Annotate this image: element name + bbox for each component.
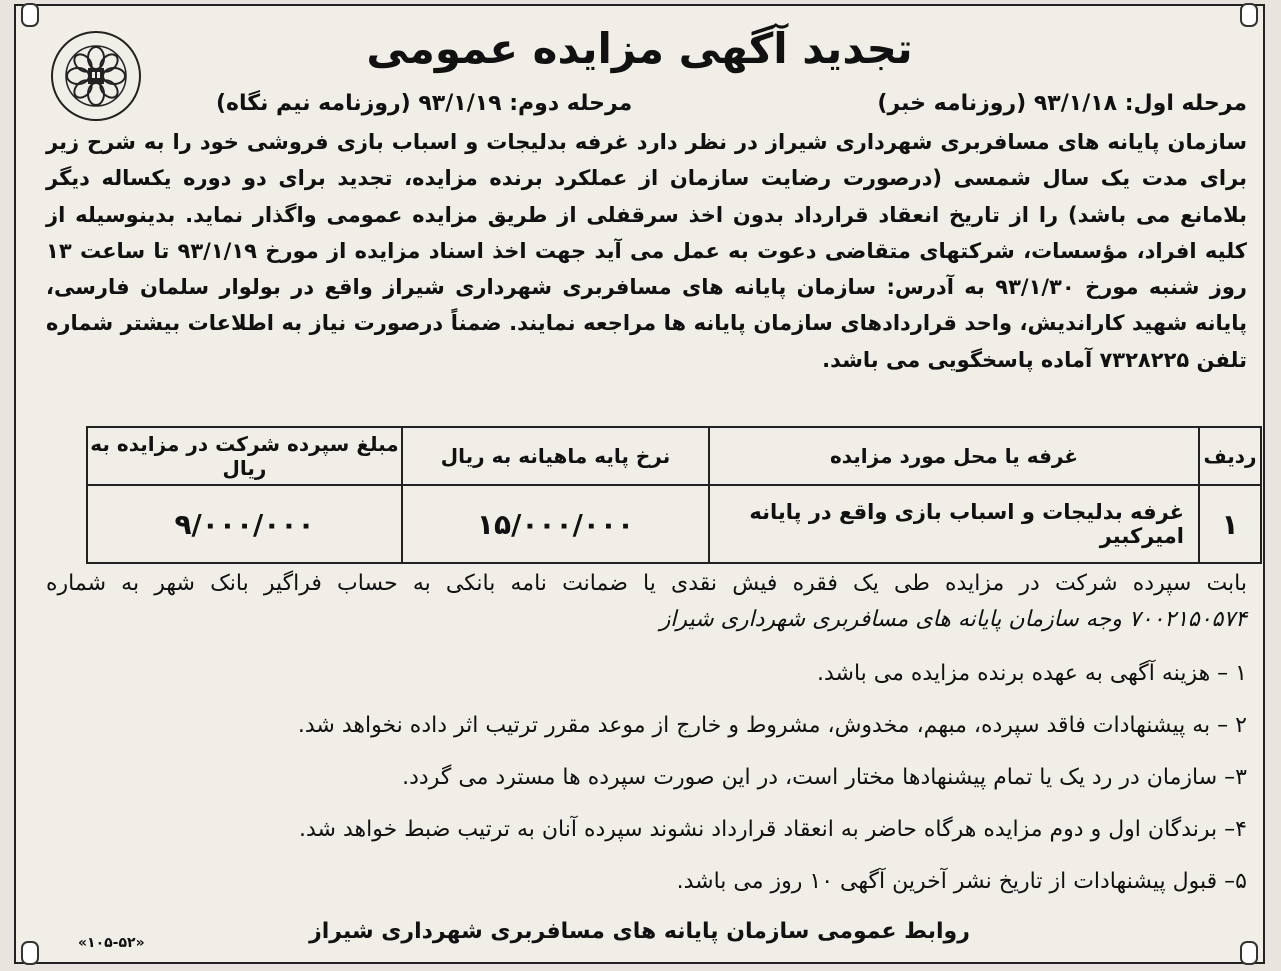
notice-frame bbox=[14, 4, 1265, 964]
second-stage: مرحله دوم: ۹۳/۱/۱۹ (روزنامه نیم نگاه) bbox=[216, 90, 633, 116]
header-deposit: مبلغ سپرده شرکت در مزایده به ریال bbox=[87, 427, 402, 485]
header-row-number: ردیف bbox=[1199, 427, 1261, 485]
deposit-note-line2: ۷۰۰۲۱۵۰۵۷۴ وجه سازمان پایانه های مسافربری شهرداری شیراز bbox=[659, 607, 1247, 632]
notice-body: سازمان پایانه های مسافربری شهرداری شیراز در نظر دارد غرفه بدلیجات و اسباب بازی فروشی خود را به شرح زیر برای مدت یک سال شمسی (درصورت رضایت سازمان از عملکرد برنده مزایده، تجدید برای دو دوره یکساله دیگر بلامانع می باشد) را از تاریخ انعقاد قرارداد بدون اخذ سرقفلی از طریق مزایده عمومی واگذار نماید. بدینوسیله از کلیه افراد، مؤسسات، شرکتهای متقاضی دعوت به عمل می آید جهت اخذ اسناد مزایده از مورخ ۹۳/۱/۱۹ تا ساعت ۱۳ روز شنبه مورخ ۹۳/۱/۳۰ به آدرس: سازمان پایانه های مسافربری شهرداری شیراز واقع در بولوار سلمان فارسی، پایانه شهید کاراندیش، واحد قراردادهای سازمان پایانه ها مراجعه نمایند. ضمناً درصورت نیاز به اطلاعات بیشتر شماره تلفن ۷۳۲۸۲۲۵ آماده پاسخگویی می باشد. bbox=[46, 130, 1247, 372]
notice-code: «۱۰۵-۵۲» bbox=[78, 935, 145, 951]
auction-table bbox=[86, 426, 1262, 564]
cell-location: غرفه بدلیجات و اسباب بازی واقع در پایانه امیرکبیر bbox=[709, 485, 1199, 563]
frame-corner-ornament bbox=[1240, 941, 1258, 965]
notice-title: تجدید آگهی مزایده عمومی bbox=[366, 24, 913, 73]
first-stage: مرحله اول: ۹۳/۱/۱۸ (روزنامه خبر) bbox=[877, 90, 1247, 116]
header-location: غرفه یا محل مورد مزایده bbox=[709, 427, 1199, 485]
cell-row-number: ۱ bbox=[1199, 485, 1261, 563]
table-row bbox=[87, 485, 1261, 563]
condition-item: ۵– قبول پیشنهادات از تاریخ نشر آخرین آگهی ۱۰ روز می باشد. bbox=[676, 869, 1247, 894]
frame-corner-ornament bbox=[21, 941, 39, 965]
condition-item: ۳– سازمان در رد یک یا تمام پیشنهادها مختار است، در این صورت سپرده ها مسترد می گردد. bbox=[402, 765, 1247, 790]
condition-item: ۴– برندگان اول و دوم مزایده هرگاه حاضر به انعقاد قرارداد نشوند سپرده آنان به ترتیب ضبط خواهد شد. bbox=[298, 817, 1247, 842]
cell-deposit: ۹/۰۰۰/۰۰۰ bbox=[87, 485, 402, 563]
header-monthly-rate: نرخ پایه ماهیانه به ریال bbox=[402, 427, 709, 485]
footer-signature: روابط عمومی سازمان پایانه های مسافربری شهرداری شیراز bbox=[309, 919, 970, 944]
deposit-note-line1: بابت سپرده شرکت در مزایده طی یک فقره فیش نقدی یا ضمانت نامه بانکی به حساب فراگیر بانک شهر به شماره bbox=[46, 571, 1247, 596]
publication-stages bbox=[216, 86, 1247, 120]
condition-item: ۲ – به پیشنهادات فاقد سپرده، مبهم، مخدوش، مشروط و خارج از موعد مقرر ترتیب اثر داده نخواهد شد. bbox=[297, 713, 1247, 738]
condition-item: ۱ – هزینه آگهی به عهده برنده مزایده می باشد. bbox=[817, 661, 1247, 686]
table-header-row bbox=[87, 427, 1261, 485]
cell-monthly-rate: ۱۵/۰۰۰/۰۰۰ bbox=[402, 485, 709, 563]
terms-section bbox=[46, 566, 1247, 914]
conditions-list bbox=[46, 654, 1247, 914]
